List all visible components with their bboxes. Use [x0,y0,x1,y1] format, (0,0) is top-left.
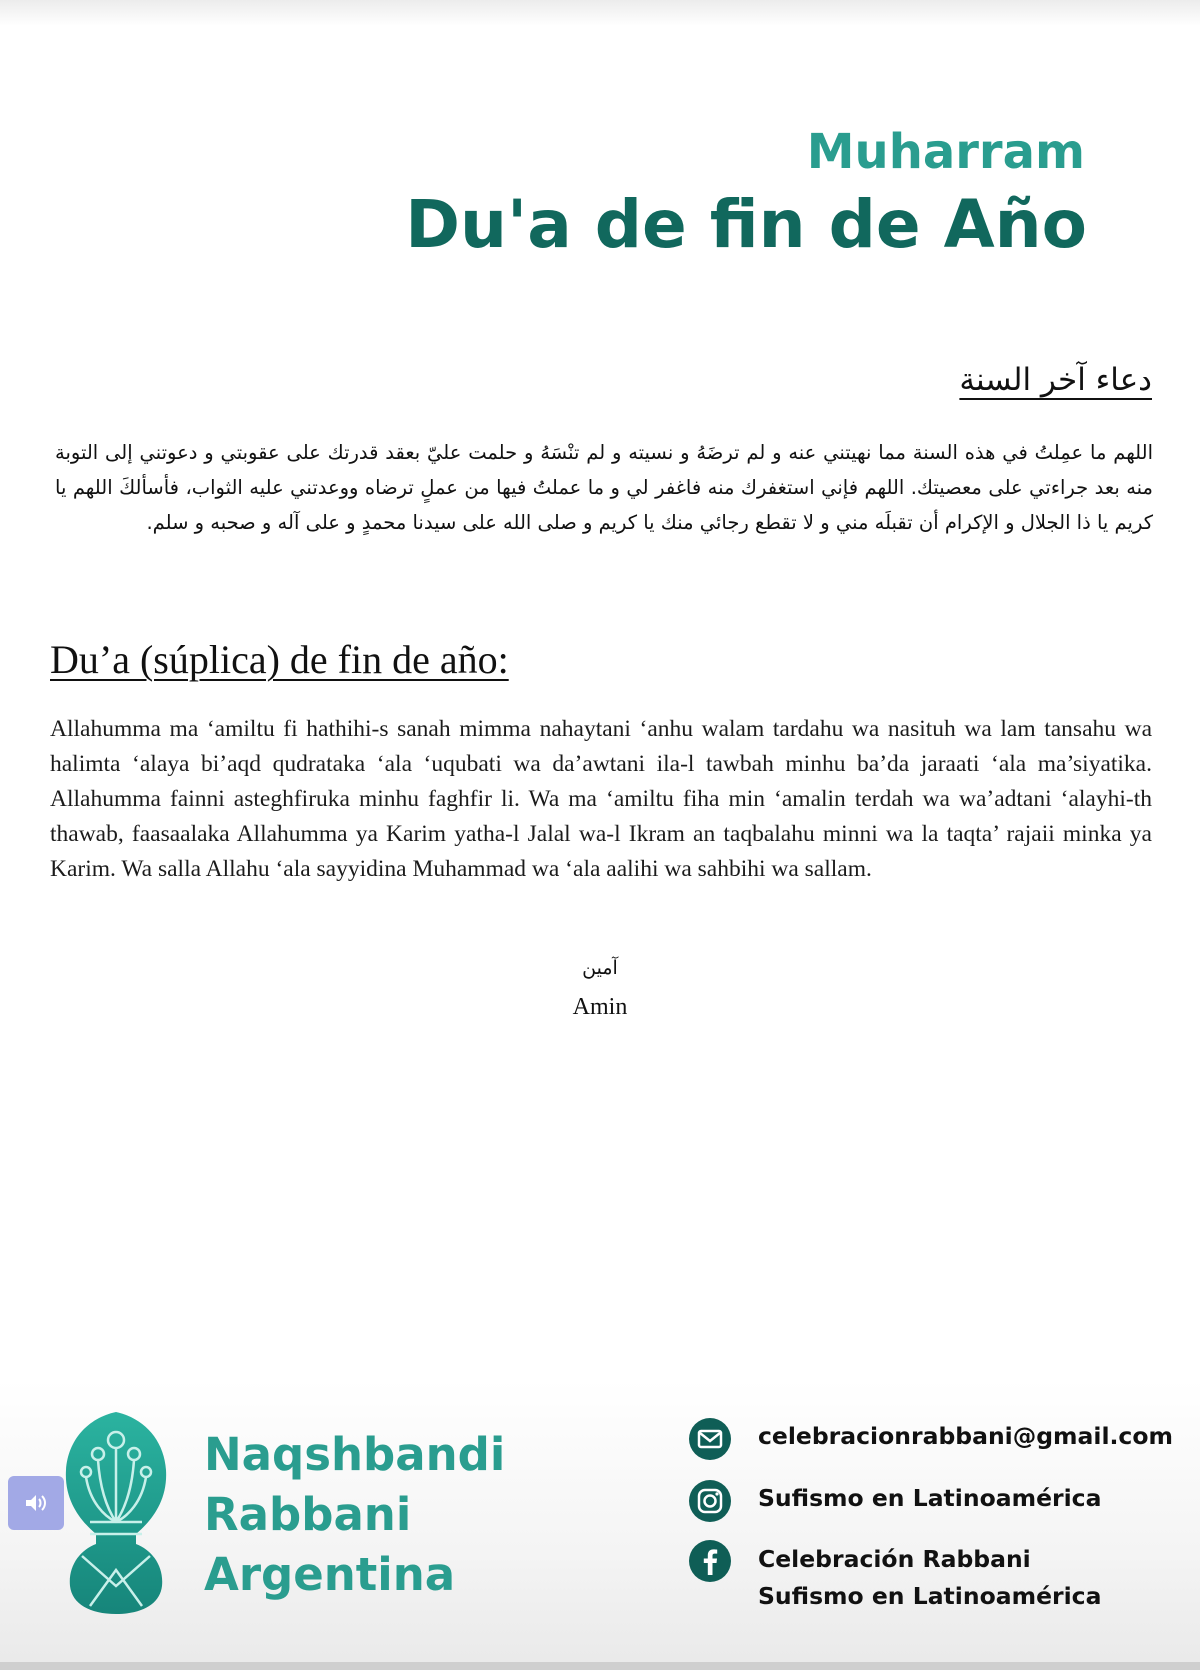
amen-spanish: Amin [572,994,628,1020]
contact-facebook-line2[interactable]: Sufismo en Latinoamérica [758,1582,1102,1610]
logo-emblem [60,1410,172,1616]
amen-arabic: آمين [582,957,618,979]
spanish-heading: Du’a (súplica) de fin de año: [50,637,509,682]
org-line: Rabbani [204,1488,412,1541]
org-line: Argentina [204,1548,456,1601]
mail-icon [688,1417,732,1461]
bottom-divider [0,1662,1200,1670]
page-title: Du'a de fin de Año [405,186,1087,263]
contact-facebook-line1[interactable]: Celebración Rabbani [758,1545,1031,1573]
contact-email[interactable]: celebracionrabbani@gmail.com [758,1422,1173,1450]
instagram-icon [688,1479,732,1523]
top-shade [0,0,1200,26]
facebook-icon [688,1539,732,1583]
contact-instagram[interactable]: Sufismo en Latinoamérica [758,1484,1102,1512]
org-line: Naqshbandi [204,1428,506,1481]
speaker-icon [23,1492,49,1514]
organization-name [204,1425,505,1605]
page-subtitle: Muharram [806,124,1085,180]
arabic-dua-text: اللهم ما عمِلتُ في هذه السنة مما نهيتني عنه و لم ترضَهُ و نسيته و لم تنْسَهُ و حلمت عليّ بعقد قدرتك على عقوبتي و دعوتني إلى التوبة منه بعد جراءتي على معصيتك. اللهم فإني استغفرك منه فاغفر لي و ما عملتُ فيها من عملٍ ترضاه ووعدتني عليه الثواب، فأسألكَ اللهم يا كريم يا ذا الجلال و الإكرام أن تقبلَه مني و لا تقطع رجائي منك يا كريم و صلى الله على سيدنا محمدٍ و على آله و صحبه و سلم. [55,441,1153,534]
spanish-dua-text: Allahumma ma ‘amiltu fi hathihi-s sanah mimma nahaytani ‘anhu walam tardahu wa nasituh wa lam tansahu wa halimta ‘alaya bi’aqd qudrataka ‘ala ‘uqubati wa da’awtani ila-l tawbah minhu ba’da jaraati ‘ala ma’siyatika. Allahumma fainni asteghfiruka minhu faghfir li. Wa ma ‘amiltu fiha min ‘amalin terdah wa wa’adtani ‘alayhi-th thawab, faasaalaka Allahumma ya Karim yatha-l Jalal wa-l Ikram an taqbalahu minni wa la taqta’ rajaii minka ya Karim. Wa salla Allahu ‘ala sayyidina Muhammad wa ‘ala aalihi wa sahbihi wa sallam. [50,716,1152,882]
arabic-heading: دعاء آخر السنة [959,362,1152,398]
speaker-button[interactable] [8,1476,64,1530]
